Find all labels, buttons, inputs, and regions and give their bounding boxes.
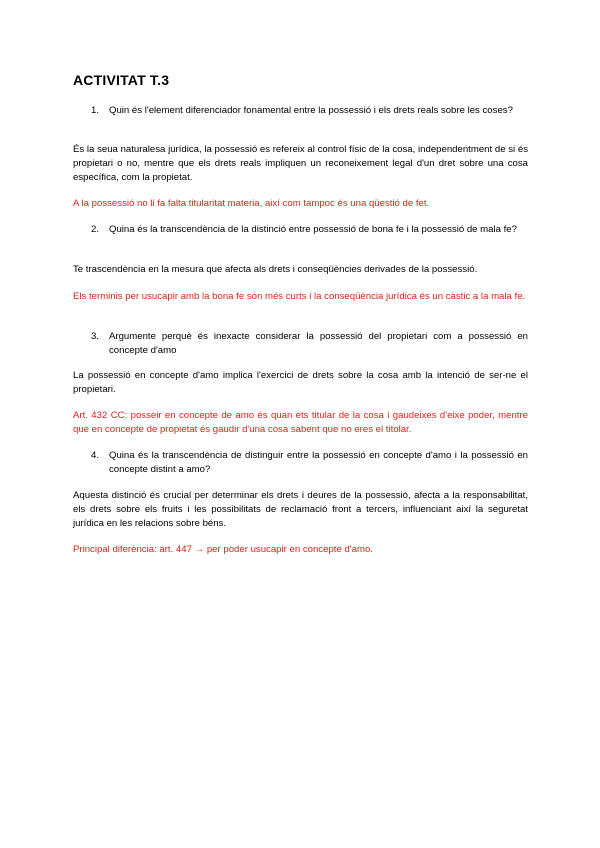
note-3: Art. 432 CC: posseir en concepte de amo és quan ets titular de la cosa i gaudeixes d'eixe poder, mentre que en concepte de propietat és gaudir d'una cosa sabent que no eres el titolar. (73, 410, 528, 435)
question-text: Argumente perquè és inexacte considerar la possessió del propietari com a possessió en concepte d'amo (109, 331, 528, 356)
answer-3: La possessió en concepte d'amo implica l'exercici de drets sobre la cosa amb la intenció de ser-ne el propietari. (73, 370, 528, 395)
question-3 (91, 330, 528, 358)
question-text: Quina és la transcendència de distinguir entre la possessió en concepte d'amo i la possessió en concepte distint a amo? (109, 450, 528, 475)
question-number: 4. (91, 450, 100, 461)
answer-2: Te trascendència en la mesura que afecta als drets i conseqüències derivades de la possessió. (73, 264, 478, 275)
note-4: Principal diferència: art. 447 → per poder usucapir en concepte d'amo. (73, 544, 373, 555)
document-title: ACTIVITAT T.3 (73, 72, 170, 88)
note-1: A la possessió no li fa falta titularitat materia, així com tampoc és una qüestió de fet. (73, 198, 430, 209)
question-text: Quina és la transcendència de la distinció entre possessió de bona fe i la possessió de mala fe? (109, 224, 517, 235)
note-2: Els terminis per usucapir amb la bona fe són més curts i la conseqüència jurídica és un càstic a la mala fe. (73, 291, 526, 302)
answer-4: Aquesta distinció és crucial per determinar els drets i deures de la possessió, afecta a la responsabilitat, els drets sobre els fruits i les possibilitats de reclamació front a tercers, influenciant així la seguretat jurídica en les relacions sobre béns. (73, 490, 528, 529)
question-2 (91, 223, 528, 237)
question-number: 3. (91, 331, 100, 342)
question-4 (91, 449, 528, 477)
answer-1: És la seua naturalesa jurídica, la possessió es refereix al control físic de la cosa, independentment de si és propietari o no, mentre que els drets reals impliquen un reconeixement legal d'un dret sobre una cosa específica, com la propietat. (73, 144, 528, 183)
question-number: 2. (91, 224, 100, 235)
question-text: Quin és l'element diferenciador fonamental entre la possessió i els drets reals sobre les coses? (109, 105, 513, 116)
question-1 (91, 104, 528, 118)
question-number: 1. (91, 105, 100, 116)
